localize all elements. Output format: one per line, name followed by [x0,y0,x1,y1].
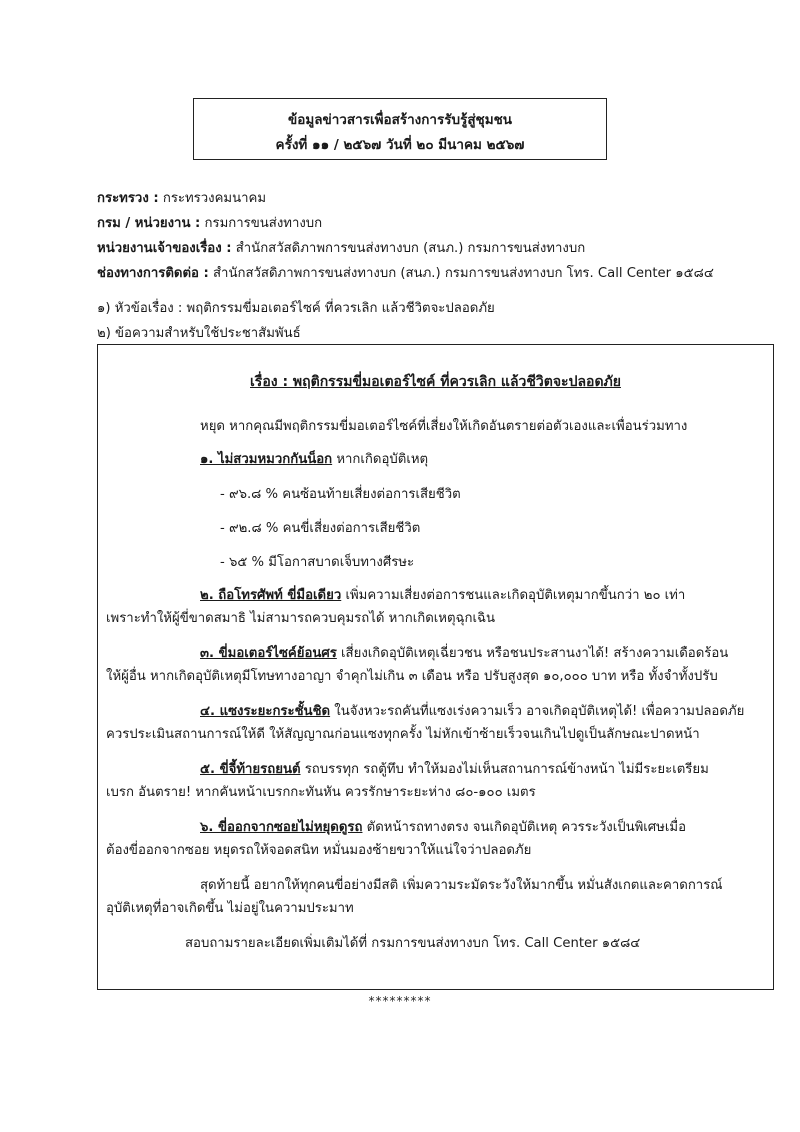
point-5-heading: ๕. ขี่จี้ท้ายรถยนต์ [200,762,301,777]
meta-owner-value: สำนักสวัสดิภาพการขนส่งทางบก (สนภ.) กรมการขนส่งทางบก [231,241,586,256]
closing-line-2: อุบัติเหตุที่อาจเกิดขึ้น ไม่อยู่ในความประมาท [106,901,354,916]
point-3-line-1 [200,642,728,663]
meta-ministry-label: กระทรวง : [97,191,159,206]
point-1-text: หากเกิดอุบัติเหตุ [332,452,429,467]
bullet-3: - ๖๕ % มีโอกาสบาดเจ็บทางศีรษะ [220,555,415,570]
meta-contact-label: ช่องทางการติดต่อ : [97,266,209,281]
meta-contact [97,262,714,283]
point-5-line-1 [200,758,709,779]
point-5-line-2: เบรก อันตราย! หากคันหน้าเบรกกะทันหัน ควรรักษาระยะห่าง ๘๐-๑๐๐ เมตร [106,785,536,800]
inquiry-line: สอบถามรายละเอียดเพิ่มเติมได้ที่ กรมการขนส่งทางบก โทร. Call Center ๑๕๘๔ [185,936,641,951]
point-5-text-1: รถบรรทุก รถตู้ทึบ ทำให้มองไม่เห็นสถานการณ์ข้างหน้า ไม่มีระยะเตรียม [300,762,709,777]
point-6-line-1 [200,816,686,837]
content-box [97,344,774,990]
meta-owner-label: หน่วยงานเจ้าของเรื่อง : [97,241,232,256]
topic-2: ๒) ข้อความสำหรับใช้ประชาสัมพันธ์ [97,326,301,341]
meta-contact-value: สำนักสวัสดิภาพการขนส่งทางบก (สนภ.) กรมการขนส่งทางบก โทร. Call Center ๑๕๘๔ [208,266,714,281]
point-2-heading: ๒. ถือโทรศัพท์ ขี่มือเดียว [200,588,342,603]
closing-line-1: สุดท้ายนี้ อยากให้ทุกคนขี่อย่างมีสติ เพิ่มความระมัดระวังให้มากขึ้น หมั่นสังเกตและคาดการณ์ [200,878,723,893]
point-6-text-1: ตัดหน้ารถทางตรง จนเกิดอุบัติเหตุ ควรระวังเป็นพิเศษเมื่อ [362,820,686,835]
content-intro: หยุด หากคุณมีพฤติกรรมขี่มอเตอร์ไซค์ที่เสี่ยงให้เกิดอันตรายต่อตัวเองและเพื่อนร่วมทาง [200,419,688,434]
point-4-heading: ๔. แซงระยะกระชั้นชิด [200,704,331,719]
meta-department [97,212,322,233]
point-6-line-2: ต้องขี่ออกจากซอย หยุดรถให้จอดสนิท หมั่นมองซ้ายขวาให้แน่ใจว่าปลอดภัย [106,843,532,858]
content-title: เรื่อง : พฤติกรรมขี่มอเตอร์ไซค์ ที่ควรเลิก แล้วชีวิตจะปลอดภัย [250,374,621,390]
point-6-heading: ๖. ขี่ออกจากซอยไม่หยุดดูรถ [200,820,363,835]
end-mark: ********* [368,994,432,1008]
point-2-text-1: เพิ่มความเสี่ยงต่อการชนและเกิดอุบัติเหตุมากขึ้นกว่า ๒๐ เท่า [341,588,686,603]
point-3-heading: ๓. ขี่มอเตอร์ไซค์ย้อนศร [200,646,337,661]
point-1-heading: ๑. ไม่สวมหมวกกันน็อก [200,452,333,467]
meta-department-value: กรมการขนส่งทางบก [200,216,323,231]
point-1 [200,448,428,469]
header-issue: ครั้งที่ ๑๑ / ๒๕๖๗ วันที่ ๒๐ มีนาคม ๒๕๖๗ [275,137,525,153]
topic-1: ๑) หัวข้อเรื่อง : พฤติกรรมขี่มอเตอร์ไซค์ ที่ควรเลิก แล้วชีวิตจะปลอดภัย [97,301,495,316]
point-4-text-1: ในจังหวะรถคันที่แซงเร่งความเร็ว อาจเกิดอุบัติเหตุได้! เพื่อความปลอดภัย [330,704,745,719]
header-box [193,98,607,160]
meta-department-label: กรม / หน่วยงาน : [97,216,201,231]
point-2-line-1 [200,584,685,605]
point-2-line-2: เพราะทำให้ผู้ขี่ขาดสมาธิ ไม่สามารถควบคุมรถได้ หากเกิดเหตุฉุกเฉิน [106,611,496,626]
bullet-2: - ๙๒.๘ % คนขี่เสี่ยงต่อการเสียชีวิต [220,521,421,536]
header-title: ข้อมูลข่าวสารเพื่อสร้างการรับรู้สู่ชุมชน [287,112,513,128]
meta-owner [97,237,585,258]
meta-ministry [97,187,266,208]
bullet-1: - ๙๖.๘ % คนซ้อนท้ายเสี่ยงต่อการเสียชีวิต [220,487,461,502]
point-4-line-1 [200,700,744,721]
point-3-text-1: เสี่ยงเกิดอุบัติเหตุเฉี่ยวชน หรือชนประสานงาได้! สร้างความเดือดร้อน [336,646,729,661]
point-4-line-2: ควรประเมินสถานการณ์ให้ดี ให้สัญญาณก่อนแซงทุกครั้ง ไม่หักเข้าซ้ายเร็วจนเกินไปดูเป็นลักษณะปาดหน้า [106,727,700,742]
point-3-line-2: ให้ผู้อื่น หากเกิดอุบัติเหตุมีโทษทางอาญา จำคุกไม่เกิน ๓ เดือน หรือ ปรับสูงสุด ๑๐,๐๐๐ บาท หรือ ทั้งจำทั้งปรับ [106,669,718,684]
meta-ministry-value: กระทรวงคมนาคม [158,191,267,206]
